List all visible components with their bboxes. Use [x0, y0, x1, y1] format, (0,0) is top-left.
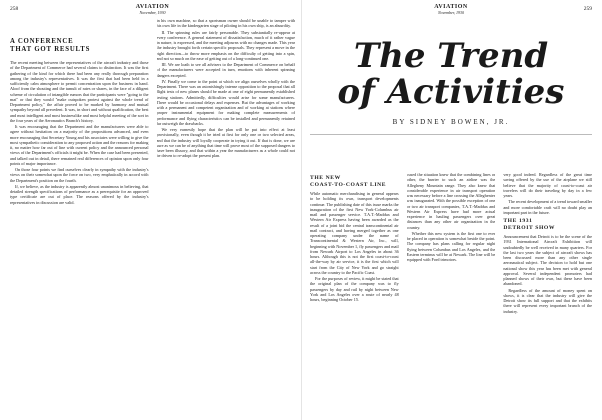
feature-title-line: The Trend	[353, 36, 549, 76]
article-columns	[10, 18, 295, 416]
column-2	[407, 172, 496, 416]
column-1	[310, 172, 399, 416]
section-heading	[503, 218, 592, 231]
article-title-line: A CONFERENCE	[10, 38, 74, 45]
divider	[310, 134, 592, 135]
paragraph: Whether this new system is the first one to ever be placed in operation is somewhat beside the point. The company has plans calling for regular night flying between Columbus and Los Angeles, and the Eastern terminus will be at Newark. The line will be equipped with Ford trimotors.	[406, 230, 496, 262]
paragraph: While automatic merchandising in general appears to be holding its own, transport developments continue. The publishing date of this issue marks the inauguration of the first New York-Columbus air mail and passenger service. T.A.T.-Maddux and Western Air Express having been awarded as the result of a joint bid the central transcontinental air mail contract, and having merged together as one operating company under the name of Transcontinental & Western Air, Inc., will, beginning with November 1, fly passengers and mail from Newark Airport to Los Angeles in about 36 hours. Although this is not the first coast-to-coast all-the-way by air service, it is the first which will start from the City of New York and go straight across the country to the Pacific Coast.	[310, 191, 399, 275]
paragraph: II. The spinning rules are fairly personable. They substantially re-appear at every conference. A general statement of dissatisfaction, much of it rather vague in nature, is expressed, and the meeting adjourns with no changes made. This year the industry brought forth certain specific proposals. They represent a move in the right direction—to throw more emphasis on the difficulty of getting into a spin, and not so much on the ease of getting out of a long-continued one.	[156, 29, 295, 61]
feature-title-block	[310, 18, 592, 168]
section-heading-line: DETROIT SHOW	[503, 224, 556, 231]
section-heading	[310, 175, 399, 188]
paragraph: cused the situation knew that the combining lines or other, the barrier to such an airline was the Allegheny Mountain range. They also knew that considerable experience in air transport operation was necessary before a line crossing the Alleghenies was inaugurated. With the possible exception of one or two air transport companies, T.A.T.-Maddux and Western Air Express have had more actual experience in hauling passengers over great distances than any other air organization in the country.	[406, 172, 496, 230]
article-title-line: THAT GOT RESULTS	[10, 46, 91, 53]
page-number: 259	[583, 6, 592, 12]
article-title	[10, 38, 149, 54]
article-columns	[310, 172, 592, 416]
section-heading-line: THE 1931	[503, 218, 533, 224]
paragraph: Announcement that Detroit is to be the scene of the 1931 International Aircraft Exhibition will undoubtedly be well received in many quarters. For the last two years the subject of aircraft shows has been discussed more than any other single aeronautical subject. The decision to hold but one national show this year has been met with general approval. Several independent promoters had planned shows of their own, but these have been abandoned.	[503, 234, 593, 287]
paragraph: IV. Finally we come to the point at which we align ourselves wholly with the Department. There was an astonishingly intense opposition to the proposal that all flight tests of new planes should be made at one of eight permanently established testing stations. Admittedly, difficulties would arise for some manufacturers. There would be occasional delays and expenses. But the advantages of working with a permanent and competent organization and of working at stations where proper instrumental equipment for making complete measurements of performance and flying characteristics can be installed and permanently retained far outweigh the drawbacks.	[156, 78, 295, 126]
magazine-name: AVIATION	[434, 4, 468, 10]
paragraph: in his own machine, so that a sportsman owner should be unable to tamper with his own life in the kindergarten stage of piloting in his own ship, is an absurdity.	[156, 18, 295, 29]
column-3	[503, 172, 592, 416]
column-1	[10, 18, 149, 416]
paragraph: On those four points we find ourselves clearly in sympathy with the industry's views on their somewhat upon the force on two, very emphatically in accord with the Department's position on the fourth.	[10, 167, 149, 183]
byline: BY SIDNEY BOWEN, JR.	[392, 118, 510, 126]
paragraph: It was encouraging that the Department and the manufacturers were able to agree without hesitation on a majority of the propositions advanced, and even more encouraging that Secretary Young and his associates were willing to give the most sympathetic consideration to any proposed action and the reasons for making it, no matter how far out of line with current policy and the announced personal views of the Department's officials it might be. When the case had been presented, and talked out in detail, there remained real differences of opinion upon only four points of major importance.	[10, 124, 149, 166]
running-head	[310, 4, 592, 18]
column-2	[157, 18, 296, 416]
section-heading-line: COAST-TO-COAST LINE	[310, 181, 387, 188]
section-heading-line: THE NEW	[310, 175, 341, 181]
right-page	[301, 0, 602, 420]
magazine-date: November, 1930	[438, 10, 464, 15]
paragraph: The recent development of a trend toward smaller and more comfortable craft will no doubt play an important part in the future.	[503, 199, 593, 215]
magazine-name: AVIATION	[135, 4, 170, 10]
paragraph: The recent meeting between the representatives of the aircraft industry and those of the Department of Commerce had several claims to distinction. It was the first gathering of the kind for which there had been any really thorough preparation among the industry's representatives. It was the first that had been held in a sufficiently calm atmosphere to permit concentration upon the business in hand. Aloof from the shouting and the tumult of rates or shares, in the face of a diligent scheme of circulation of intangible rumors that the participants were "going to the mat" or that they would "make outspoken protest against the whole trend of Department policy," the affair proved to be marked by harmony and mutual sympathy beyond all precedent. It was, in short and without qualification, the best and most intelligent and most businesslike and most helpful meeting of the sort in the four years of the Aeronautics Branch's history.	[10, 60, 149, 123]
magazine-masthead	[10, 4, 295, 16]
paragraph: We very earnestly hope that the plan will be put into effect at least provisionally, even though it be tried at first for only one or two selected areas, and that the industry will loyally cooperate in trying it out. If that is done, we are sure as we can be of anything that time will prove most of the supposed dangers to have been illusory, and that within a year the manufacturers as a whole could not be driven to re-adopt the present plan.	[156, 127, 295, 159]
running-head	[10, 4, 295, 18]
paragraph: If, we believe, as the industry is apparently almost unanimous in believing, that detailed strength specifications of performance as a prerequisite for an approved type certificate are out of place. The reasons offered by the industry's representatives in discussion are valid.	[10, 183, 149, 205]
paragraph: For the purposes of review, it might be stated that the original plan of the company was to fly passengers by day and rail by night between New York and Los Angeles over a route of nearly 48 hours, beginning October 15.	[310, 276, 399, 302]
paragraph: very good indeed. Regardless of the great time saving offered by the use of the airplane we still believe that the majority of coast-to-coast air travelers will do their traveling by day in a few years.	[503, 172, 593, 198]
paragraph: Regardless of the amount of money spent on shows, it is clear that the industry will give the Detroit show its full support and that the exhibits there will represent every important branch of the industry.	[503, 287, 593, 314]
paragraph: III. We are loath to see all advisers to the Department of Commerce on behalf of the manufacturers were accepted in turn, emotions with inherent spinning dangers excepted.	[156, 62, 295, 78]
page-number: 258	[10, 6, 19, 12]
magazine-masthead	[310, 4, 592, 16]
feature-title-line: of Activities	[337, 72, 565, 112]
magazine-date: November, 1930	[139, 10, 166, 15]
feature-title	[310, 38, 592, 110]
